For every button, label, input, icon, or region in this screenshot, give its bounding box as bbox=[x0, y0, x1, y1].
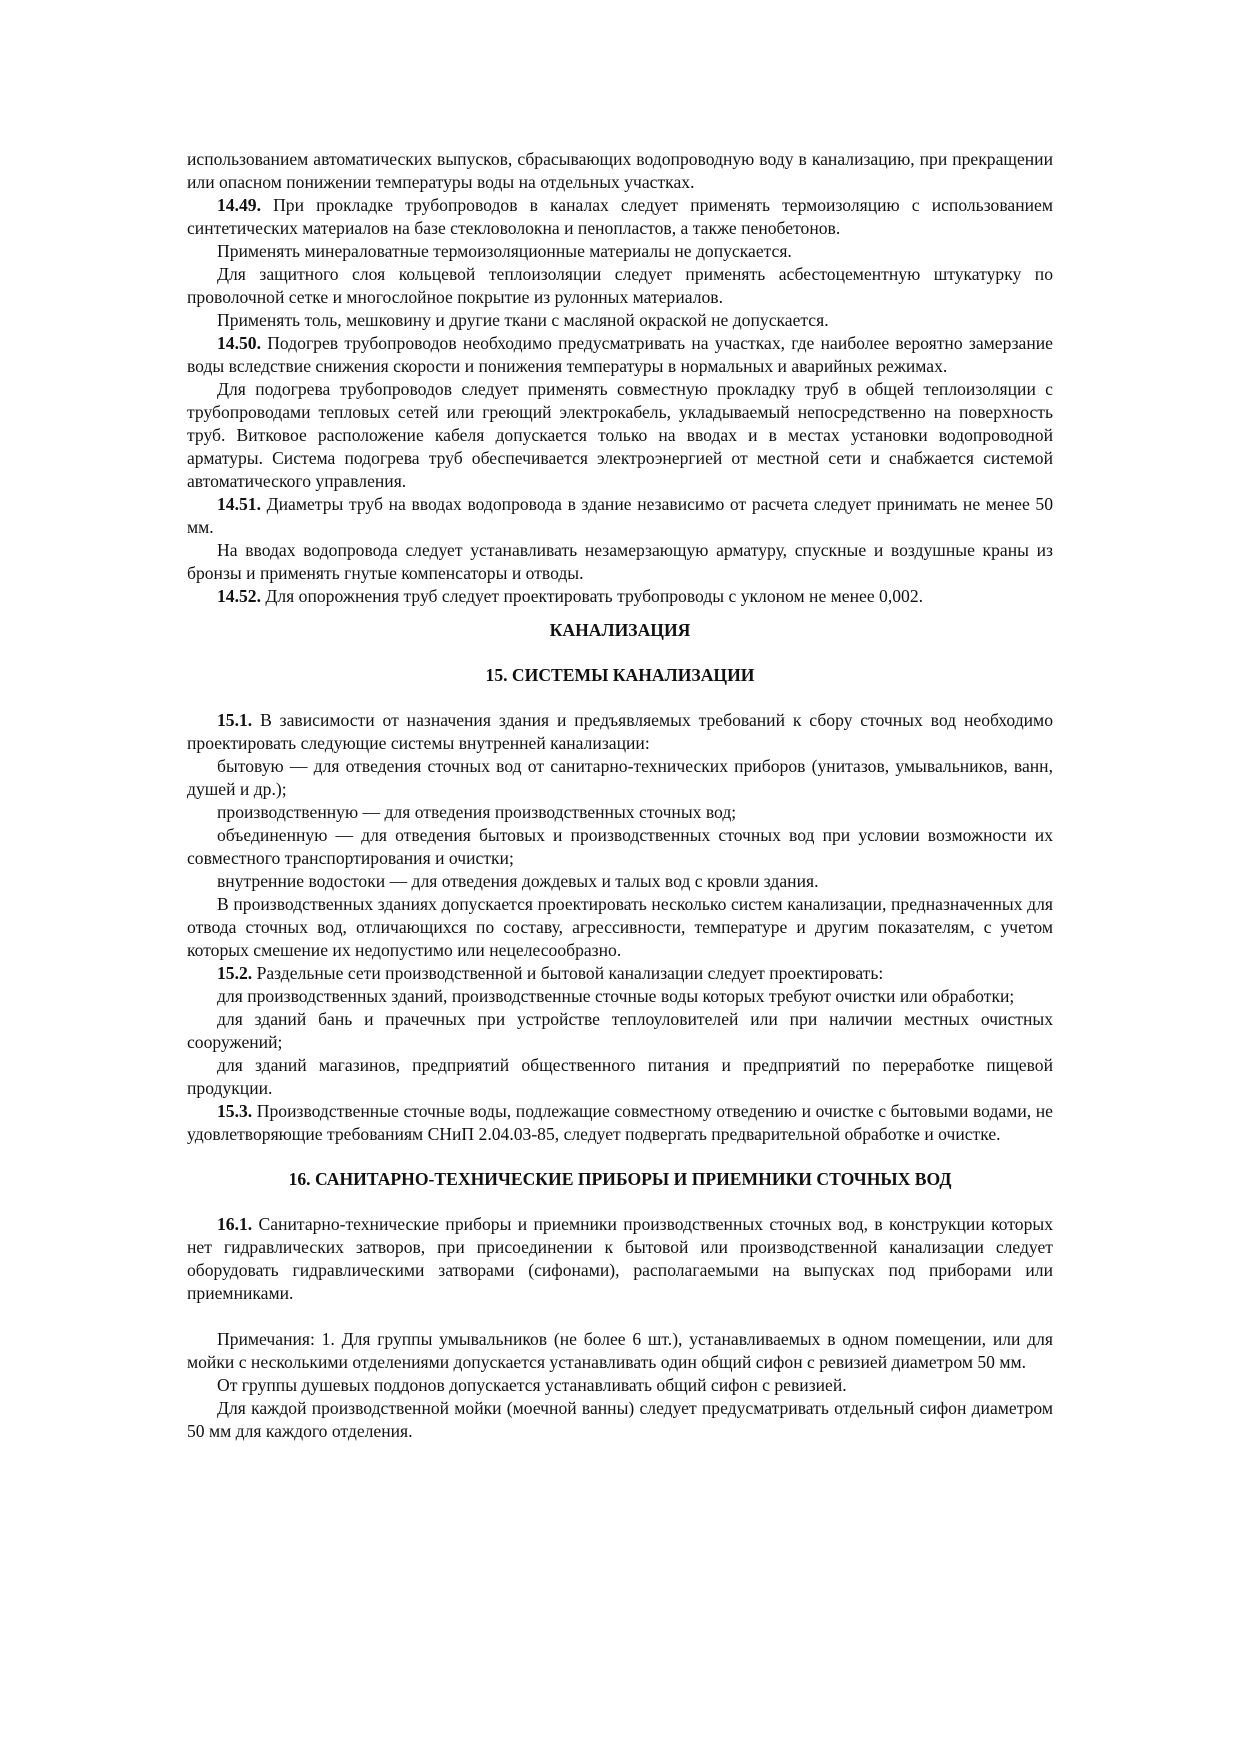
spacer bbox=[187, 1191, 1053, 1213]
note-paragraph: Примечания: 1. Для группы умывальников (не более 6 шт.), устанавливаемых в одном помещении, или для мойки с несколькими отделениями допускается устанавливать один общий сифон с ревизией диаметром 50 мм. bbox=[187, 1329, 1053, 1372]
paragraph-continuation: использованием автоматических выпусков, сбрасывающих водопроводную воду в канализацию, при прекращении или опасном понижении температуры воды на отдельных участках. bbox=[187, 149, 1053, 192]
spacer bbox=[187, 1146, 1053, 1168]
clause-text: Для опорожнения труб следует проектировать трубопроводы с уклоном не менее 0,002. bbox=[260, 586, 924, 606]
section-heading-kanalizatsiya: КАНАЛИЗАЦИЯ bbox=[549, 620, 691, 640]
section-heading-16: 16. САНИТАРНО-ТЕХНИЧЕСКИЕ ПРИБОРЫ И ПРИЕМНИКИ СТОЧНЫХ ВОД bbox=[288, 1169, 952, 1189]
clause-15-1 bbox=[187, 709, 1053, 755]
paragraph: производственную — для отведения производственных сточных вод; bbox=[217, 802, 737, 822]
paragraph: для зданий бань и прачечных при устройстве теплоуловителей или при наличии местных очистных сооружений; bbox=[187, 1009, 1053, 1052]
clause-text: В зависимости от назначения здания и предъявляемых требований к сбору сточных вод необходимо проектировать следующие системы внутренней канализации: bbox=[187, 710, 1053, 753]
clause-14-52 bbox=[187, 585, 1053, 608]
spacer bbox=[187, 642, 1053, 664]
clause-text: Санитарно-технические приборы и приемники производственных сточных вод, в конструкции которых нет гидравлических затворов, при присоединении к бытовой или производственной канализации следует оборудовать гидравлическими затворами (сифонами), располагаемыми на выпусках под приборами или приемниками. bbox=[187, 1214, 1053, 1303]
clause-number: 16.1. bbox=[217, 1214, 253, 1234]
clause-14-49 bbox=[187, 194, 1053, 240]
clause-14-51 bbox=[187, 493, 1053, 539]
clause-number: 14.52. bbox=[217, 586, 261, 606]
paragraph: Применять толь, мешковину и другие ткани с масляной окраской не допускается. bbox=[217, 310, 829, 330]
paragraph: для зданий магазинов, предприятий общественного питания и предприятий по переработке пищевой продукции. bbox=[187, 1055, 1053, 1098]
spacer bbox=[187, 608, 1053, 619]
note-paragraph: Для каждой производственной мойки (моечной ванны) следует предусматривать отдельный сифон диаметром 50 мм для каждого отделения. bbox=[187, 1398, 1053, 1441]
clause-number: 14.51. bbox=[217, 494, 261, 514]
clause-text: Подогрев трубопроводов необходимо предусматривать на участках, где наиболее вероятно замерзание воды вследствие снижения скорости и понижения температуры в нормальных и аварийных режимах. bbox=[187, 333, 1053, 376]
document-page bbox=[187, 148, 1053, 1443]
paragraph: Применять минераловатные термоизоляционные материалы не допускается. bbox=[217, 241, 792, 261]
paragraph: Для защитного слоя кольцевой теплоизоляции следует применять асбестоцементную штукатурку по проволочной сетке и многослойное покрытие из рулонных материалов. bbox=[187, 264, 1053, 307]
paragraph: В производственных зданиях допускается проектировать несколько систем канализации, предназначенных для отвода сточных вод, отличающихся по составу, агрессивности, температуре и другим показателям, с учетом которых смешение их недопустимо или нецелесообразно. bbox=[187, 894, 1053, 960]
spacer bbox=[187, 687, 1053, 709]
section-heading-15: 15. СИСТЕМЫ КАНАЛИЗАЦИИ bbox=[485, 665, 755, 685]
note-paragraph: От группы душевых поддонов допускается устанавливать общий сифон с ревизией. bbox=[217, 1375, 847, 1395]
clause-number: 15.1. bbox=[217, 710, 253, 730]
clause-number: 14.49. bbox=[217, 195, 261, 215]
paragraph: для производственных зданий, производственные сточные воды которых требуют очистки или обработки; bbox=[217, 986, 1015, 1006]
clause-15-2 bbox=[187, 962, 1053, 985]
spacer bbox=[187, 1305, 1053, 1328]
paragraph: объединенную — для отведения бытовых и производственных сточных вод при условии возможности их совместного транспортирования и очистки; bbox=[187, 825, 1053, 868]
paragraph: бытовую — для отведения сточных вод от санитарно-технических приборов (унитазов, умывальников, ванн, душей и др.); bbox=[187, 756, 1053, 799]
clause-16-1 bbox=[187, 1213, 1053, 1305]
clause-number: 15.2. bbox=[217, 963, 253, 983]
clause-14-50 bbox=[187, 332, 1053, 378]
paragraph: внутренние водостоки — для отведения дождевых и талых вод с кровли здания. bbox=[217, 871, 819, 891]
clause-text: Производственные сточные воды, подлежащие совместному отведению и очистке с бытовыми водами, не удовлетворяющие требованиям СНиП 2.04.03-85, следует подвергать предварительной обработке и очистке. bbox=[187, 1101, 1053, 1144]
clause-text: При прокладке трубопроводов в каналах следует применять термоизоляцию с использованием синтетических материалов на базе стекловолокна и пенопластов, а также пенобетонов. bbox=[187, 195, 1053, 238]
clause-number: 15.3. bbox=[217, 1101, 253, 1121]
paragraph: Для подогрева трубопроводов следует применять совместную прокладку труб в общей теплоизоляции с трубопроводами тепловых сетей или греющий электрокабель, укладываемый непосредственно на поверхность труб. Витковое расположение кабеля допускается только на вводах и в местах установки водопроводной арматуры. Система подогрева труб обеспечивается электроэнергией от местной сети и снабжается системой автоматического управления. bbox=[187, 379, 1053, 491]
clause-number: 14.50. bbox=[217, 333, 261, 353]
clause-text: Раздельные сети производственной и бытовой канализации следует проектировать: bbox=[252, 963, 884, 983]
paragraph: На вводах водопровода следует устанавливать незамерзающую арматуру, спускные и воздушные краны из бронзы и применять гнутые компенсаторы и отводы. bbox=[187, 540, 1053, 583]
clause-15-3 bbox=[187, 1100, 1053, 1146]
clause-text: Диаметры труб на вводах водопровода в здание независимо от расчета следует принимать не менее 50 мм. bbox=[187, 494, 1053, 537]
